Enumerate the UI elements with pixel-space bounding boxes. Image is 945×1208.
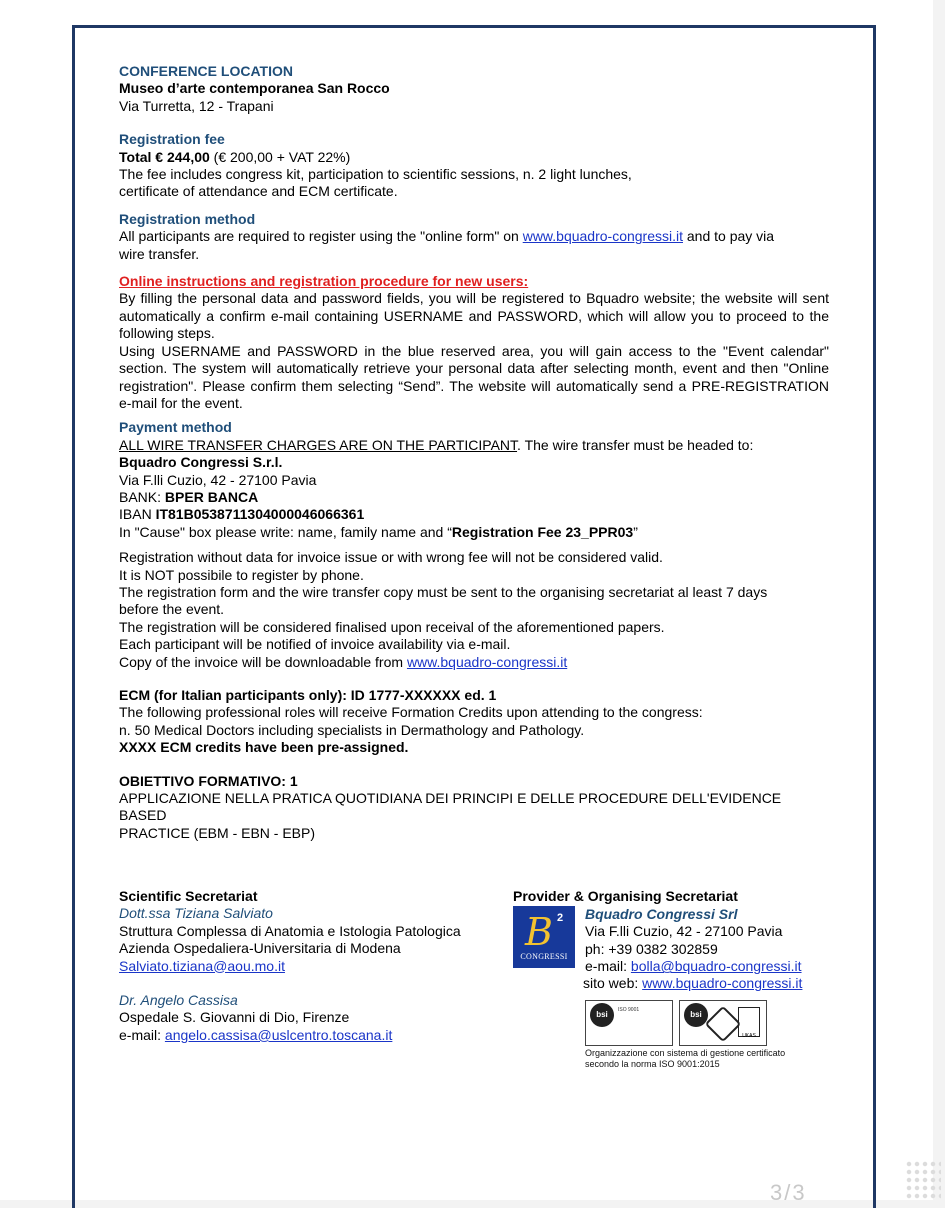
note-send-form: The registration form and the wire transfer copy must be sent to the organising secretariat al least 7 days xyxy=(119,583,768,600)
note-finalised: The registration will be considered finalised upon receival of the aforementioned papers. xyxy=(119,618,665,635)
note-download-text: Copy of the invoice will be downloadable from xyxy=(119,653,407,670)
secretary-org-1a: Struttura Complessa di Anatomia e Istologia Patologica xyxy=(119,922,461,939)
method-text xyxy=(119,228,829,245)
fee-includes-cont: certificate of attendance and ECM certificate. xyxy=(119,183,398,200)
online-instructions-para1: By filling the personal data and password fields, you will be registered to Bquadro website; the website will sent automatically a confirm e-mail containing USERNAME and PASSWORD, which will allow you to proceed to the following steps. xyxy=(119,290,829,342)
secretary-name-2: Dr. Angelo Cassisa xyxy=(119,992,238,1009)
secretary-org-1b: Azienda Ospedaliera-Universitaria di Modena xyxy=(119,940,401,957)
objective-heading: OBIETTIVO FORMATIVO: 1 xyxy=(119,772,298,789)
cause-text: In "Cause" box please write: name, family name and “ xyxy=(119,523,452,540)
bsi-logo-icon-2: bsi xyxy=(684,1003,708,1027)
objective-line1: APPLICAZIONE NELLA PRATICA QUOTIDIANA DEI PRINCIPI E DELLE PROCEDURE DELL'EVIDENCE BASED xyxy=(119,790,782,824)
fee-total: Total € 244,00 xyxy=(119,148,210,165)
note-invoice-data: Registration without data for invoice issue or with wrong fee will not be considered valid. xyxy=(119,549,663,566)
payee-address: Via F.lli Cuzio, 42 - 27100 Pavia xyxy=(119,471,317,488)
venue-address: Via Turretta, 12 - Trapani xyxy=(119,97,274,114)
payee-company: Bquadro Congressi S.r.l. xyxy=(119,454,283,471)
provider-address: Via F.lli Cuzio, 42 - 27100 Pavia xyxy=(585,923,783,940)
online-instructions-heading: Online instructions and registration procedure for new users: xyxy=(119,273,529,290)
provider-company: Bquadro Congressi Srl xyxy=(585,906,738,922)
provider-email-label: e-mail: xyxy=(585,958,631,975)
fee-detail: (€ 200,00 + VAT 22%) xyxy=(209,148,351,165)
provider-heading: Provider & Organising Secretariat xyxy=(513,888,738,904)
provider-email-line xyxy=(585,958,845,975)
registration-fee-heading: Registration fee xyxy=(119,131,225,148)
wire-headed-to: . The wire transfer must be headed to: xyxy=(517,436,754,453)
note-no-phone: It is NOT possibile to register by phone. xyxy=(119,566,364,583)
ecm-heading: ECM (for Italian participants only): ID 1777-XXXXXX ed. 1 xyxy=(119,687,497,703)
secretary-email-2-line xyxy=(119,1027,499,1044)
provider-web-link[interactable]: www.bquadro-congressi.it xyxy=(642,975,803,991)
bank-label: BANK: xyxy=(119,488,165,505)
invoice-download-link[interactable]: www.bquadro-congressi.it xyxy=(406,653,568,670)
ukas-icon: UKAS xyxy=(738,1007,760,1037)
note-invoice-notify: Each participant will be notified of invoice availability via e-mail. xyxy=(119,636,511,653)
secretary-email-1-link[interactable]: Salviato.tiziana@aou.mo.it xyxy=(119,957,285,974)
cause-code: Registration Fee 23_PPR03 xyxy=(451,523,634,540)
secretary-name-1: Dott.ssa Tiziana Salviato xyxy=(119,905,273,922)
secretary-org-2: Ospedale S. Giovanni di Dio, Firenze xyxy=(119,1009,350,1026)
certification-caption-1: Organizzazione con sistema di gestione certificato xyxy=(585,1048,786,1058)
cause-close: ” xyxy=(633,523,638,540)
conference-location-heading: CONFERENCE LOCATION xyxy=(119,63,293,79)
bquadro-website-link[interactable]: www.bquadro-congressi.it xyxy=(522,228,683,245)
certification-caption-2: secondo la norma ISO 9001:2015 xyxy=(585,1059,720,1069)
logo-superscript: 2 xyxy=(557,912,564,924)
note-invoice-download xyxy=(119,654,829,671)
cause-line xyxy=(119,524,829,541)
objective-line2: PRACTICE (EBM - EBN - EBP) xyxy=(119,824,316,841)
kitemark-heart-icon xyxy=(705,1006,742,1043)
iban-value: IT81B0538711304000046066361 xyxy=(155,506,365,523)
document-body xyxy=(119,63,829,842)
scroll-handle-dots[interactable] xyxy=(905,1160,941,1200)
secretary-email-2-link[interactable]: angelo.cassisa@uslcentro.toscana.it xyxy=(164,1026,393,1043)
method-text-cont: wire transfer. xyxy=(119,245,200,262)
provider-web-line xyxy=(583,975,802,992)
logo-wordmark: CONGRESSI xyxy=(520,951,568,961)
email-label: e-mail: xyxy=(119,1026,165,1043)
bsi-ukas-badge xyxy=(679,1000,767,1046)
bsi-iso-badge xyxy=(585,1000,673,1046)
iban-label: IBAN xyxy=(119,506,156,523)
iban-line xyxy=(119,506,829,523)
scientific-secretariat xyxy=(119,888,499,1044)
provider-email-link[interactable]: bolla@bquadro-congressi.it xyxy=(630,958,802,975)
bsi-logo-icon: bsi xyxy=(590,1003,614,1027)
note-send-form-cont: before the event. xyxy=(119,601,225,618)
bank-name: BPER BANCA xyxy=(164,488,259,505)
method-text-end: and to pay via xyxy=(683,228,775,245)
certification-badges xyxy=(585,1000,775,1048)
logo-letter: B xyxy=(525,910,553,954)
certification-caption xyxy=(585,1048,825,1070)
iso-label: ISO 9001 xyxy=(618,1007,640,1013)
method-text-start: All participants are required to register using the "online form" on xyxy=(119,228,523,245)
payment-method-heading: Payment method xyxy=(119,419,232,436)
fee-includes: The fee includes congress kit, participation to scientific sessions, n. 2 light lunches, xyxy=(119,166,632,183)
bquadro-logo xyxy=(513,906,575,968)
registration-method-heading: Registration method xyxy=(119,210,256,227)
ecm-line1: The following professional roles will receive Formation Credits upon attending to the congress: xyxy=(119,704,703,721)
provider-details xyxy=(585,906,845,976)
venue-name: Museo d’arte contemporanea San Rocco xyxy=(119,80,390,97)
wire-charges-note: ALL WIRE TRANSFER CHARGES ARE ON THE PARTICIPANT xyxy=(119,436,518,453)
ecm-credits: XXXX ECM credits have been pre-assigned. xyxy=(119,739,409,756)
provider-web-label: sito web: xyxy=(583,975,643,991)
payment-charges-line xyxy=(119,437,829,454)
fee-total-line xyxy=(119,149,829,166)
online-instructions-para2: Using USERNAME and PASSWORD in the blue reserved area, you will gain access to the "Event calendar" section. The system will automatically retrieve your personal data after selecting month, event and then "Online registration". Please confirm them selecting “Send”. The website will automatically send a PRE-REGISTRATION e-mail for the event. xyxy=(119,342,829,411)
scientific-heading: Scientific Secretariat xyxy=(119,888,258,904)
bank-line xyxy=(119,489,829,506)
provider-secretariat xyxy=(513,888,843,1069)
provider-phone: ph: +39 0382 302859 xyxy=(585,940,718,957)
ecm-line2: n. 50 Medical Doctors including specialists in Dermathology and Pathology. xyxy=(119,721,585,738)
footer-contacts xyxy=(119,888,839,1088)
page-indicator: 3/3 xyxy=(770,1180,807,1205)
